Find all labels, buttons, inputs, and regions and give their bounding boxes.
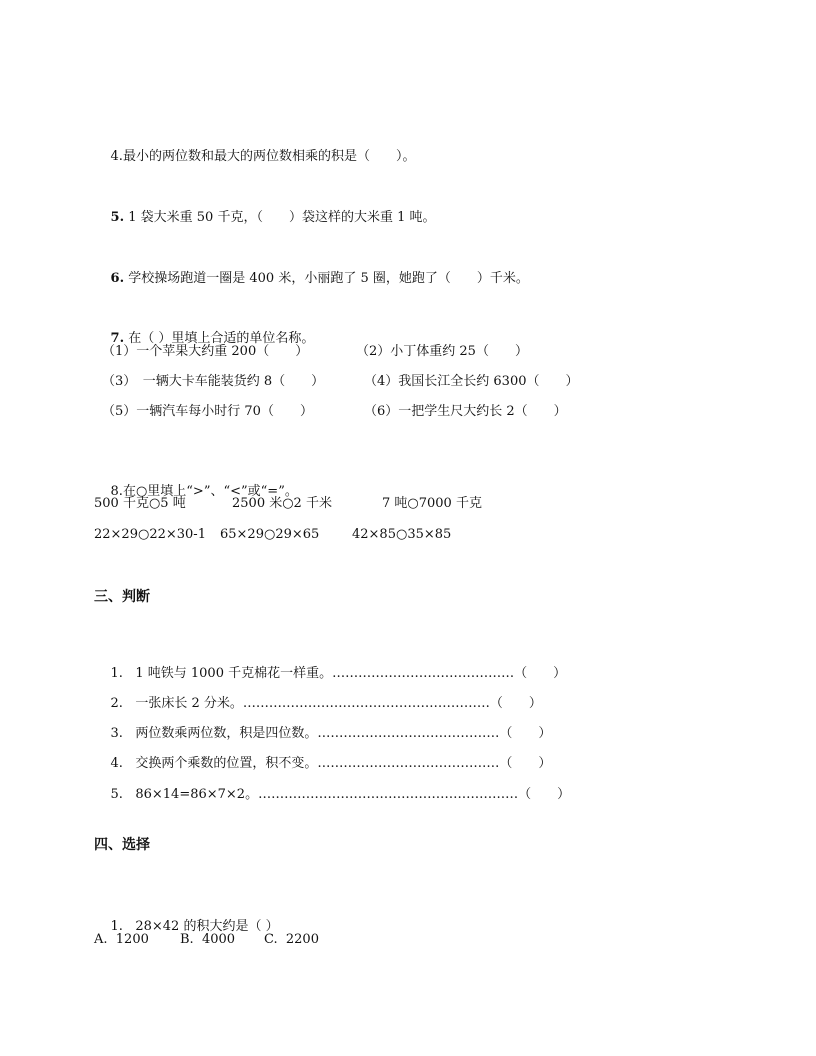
judge-item-1-text: 1 吨铁与 1000 千克棉花一样重。 [135,666,333,681]
question-7-item-4: （4）我国长江全长约 6300（ ） [364,374,579,389]
choice-question-1-text: 28×42 的积大约是（ ） [135,919,279,934]
option-c: C. 2200 [264,932,319,947]
question-6-number: 6. [110,271,125,286]
judge-item-5-dots: …………………………………………………… [258,787,519,802]
judge-item-5-bracket: （ ） [518,787,571,802]
question-6 [94,252,529,306]
compare-4: 22×29○22×30-1 [94,527,206,542]
question-7-item-2: （2）小丁体重约 25（ ） [356,344,528,359]
option-a: A. 1200 [94,932,149,947]
compare-6: 42×85○35×85 [352,527,452,542]
question-7-item-1: （1）一个苹果大约重 200（ ） [102,344,309,359]
judge-item-3-text: 两位数乘两位数，积是四位数。 [135,726,318,741]
question-4-number: 4. [110,149,123,164]
question-5-number: 5. [110,210,125,225]
question-4 [94,130,415,184]
question-7-number: 7. [110,331,125,346]
question-7-text: 在（ ）里填上合适的单位名称。 [128,331,315,346]
section-3-title: 三、判断 [94,589,150,605]
question-7-item-5: （5）一辆汽车每小时行 70（ ） [102,404,313,419]
judge-item-2-text: 一张床长 2 分米。 [135,696,243,711]
question-8-number: 8. [110,484,123,499]
judge-item-3-dots: …………………………………… [317,726,500,741]
judge-item-2-bracket: （ ） [489,696,542,711]
judge-item-2-dots: ………………………………………………… [242,696,490,711]
judge-item-2-number: 2. [110,696,123,711]
judge-item-1-bracket: （ ） [514,666,567,681]
choice-question-1-number: 1. [110,919,123,934]
section-4-title: 四、选择 [94,837,150,853]
question-7-item-6: （6）一把学生尺大约长 2（ ） [364,404,567,419]
judge-item-5-text: 86×14=86×7×2。 [135,787,259,802]
judge-item-4-text: 交换两个乘数的位置，积不变。 [135,756,318,771]
judge-item-4-number: 4. [110,756,123,771]
judge-item-3-number: 3. [110,726,123,741]
judge-item-1-number: 1. [110,666,123,681]
question-5 [94,191,436,245]
judge-item-5 [94,768,570,822]
judge-item-4-bracket: （ ） [499,756,552,771]
judge-item-1-dots: …………………………………… [332,666,515,681]
question-7-item-3: （3） 一辆大卡车能装货约 8（ ） [102,374,325,389]
judge-item-3-bracket: （ ） [499,726,552,741]
question-4-text: 最小的两位数和最大的两位数相乘的积是（ ）。 [122,149,416,164]
option-b: B. 4000 [180,932,236,947]
compare-5: 65×29○29×65 [220,527,320,542]
judge-item-5-number: 5. [110,787,123,802]
question-8-text: 在○里填上“>”、“<”或“=”。 [122,484,298,499]
compare-1: 500 千克○5 吨 [94,496,186,511]
compare-3: 7 吨○7000 千克 [382,496,482,511]
question-6-text: 学校操场跑道一圈是 400 米，小丽跑了 5 圈，她跑了（ ）千米。 [128,271,529,286]
judge-item-4-dots: …………………………………… [317,756,500,771]
question-5-text: 1 袋大米重 50 千克，（ ）袋这样的大米重 1 吨。 [128,210,436,225]
compare-2: 2500 米○2 千米 [232,496,332,511]
